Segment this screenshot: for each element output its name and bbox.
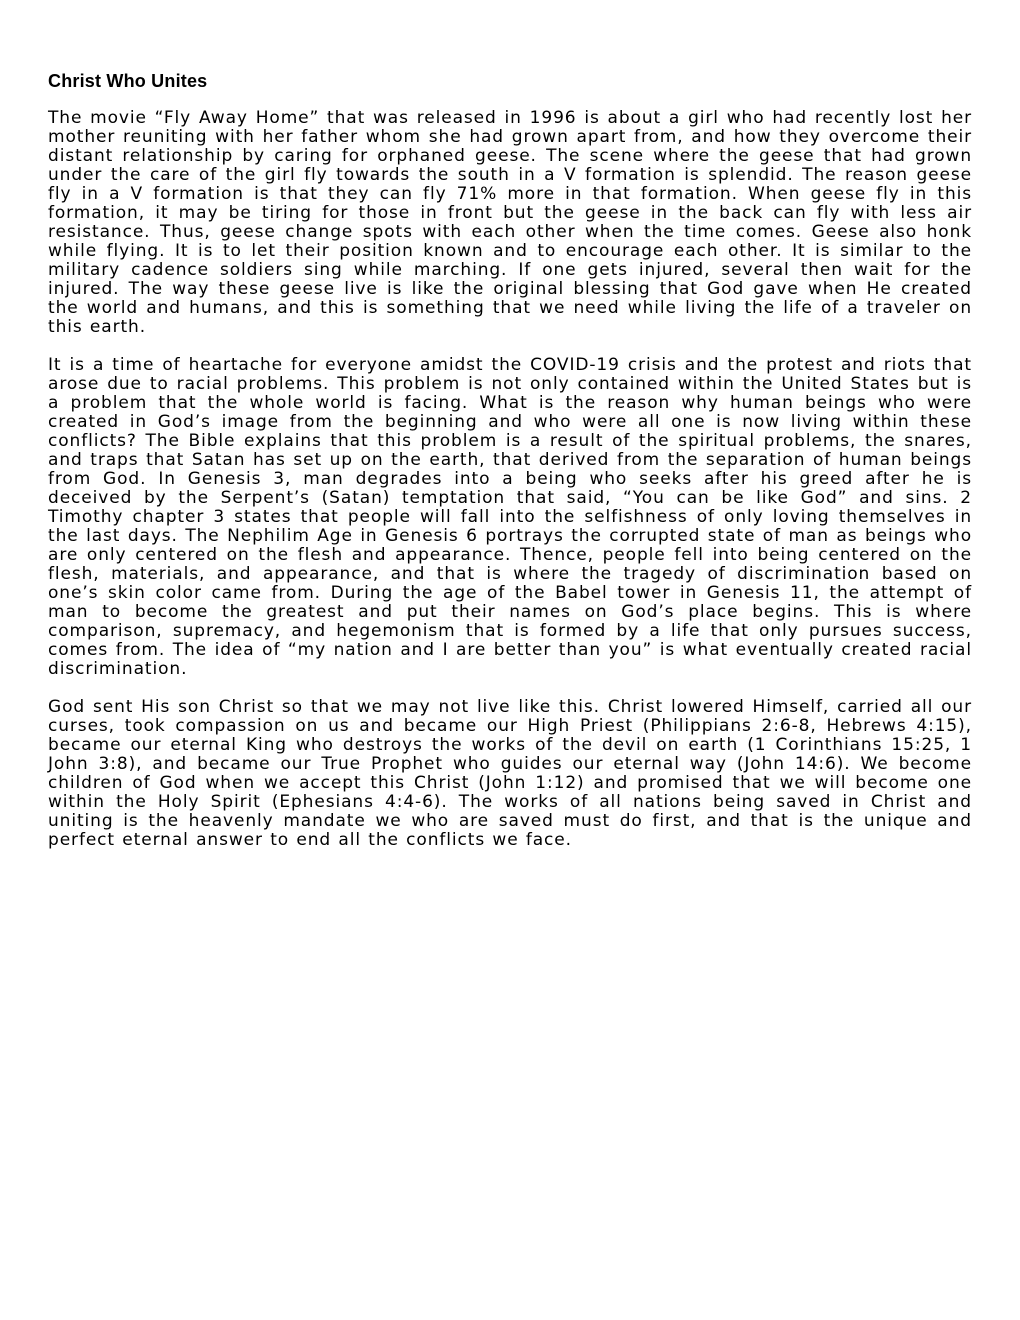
paragraph-racial-conflict: It is a time of heartache for everyone amidst the COVID-19 crisis and the protest and riots that arose due to racial problems. This problem is not only contained within the United States but is a problem that the whole world is facing. What is the reason why human beings who were created in God’s image from the beginning and who were all one is now living within these conflicts? The Bible explains that this problem is a result of the spiritual problems, the snares, and traps that Satan has set up on the earth, that derived from the separation of human beings from God. In Genesis 3, man degrades into a being who seeks after his greed after he is deceived by the Serpent’s (Satan) temptation that said, “You can be like God” and sins. 2 Timothy chapter 3 states that people will fall into the selfishness of only loving themselves in the last days. The Nephilim Age in Genesis 6 portrays the corrupted state of man as beings who are only centered on the flesh and appearance. Thence, people fell into being centered on the flesh, materials, and appearance, and that is where the tragedy of discrimination based on one’s skin color came from. During the age of the Babel tower in Genesis 11, the attempt of man to become the greatest and put their names on God’s place begins. This is where comparison, supremacy, and hegemonism that is formed by a life that only pursues success, comes from. The idea of “my nation and I are better than you” is what eventually created racial discrimination. — [48, 355, 972, 679]
paragraph-christ-unites: God sent His son Christ so that we may not live like this. Christ lowered Himself, carried all our curses, took compassion on us and became our High Priest (Philippians 2:6-8, Hebrews 4:15), became our eternal King who destroys the works of the devil on earth (1 Corinthians 15:25, 1 John 3:8), and became our True Prophet who guides our eternal way (John 14:6). We become children of God when we accept this Christ (John 1:12) and promised that we will become one within the Holy Spirit (Ephesians 4:4-6). The works of all nations being saved in Christ and uniting is the heavenly mandate we who are saved must do first, and that is the unique and perfect eternal answer to end all the conflicts we face. — [48, 697, 972, 850]
document-title: Christ Who Unites — [48, 71, 208, 91]
document-body — [48, 70, 972, 869]
paragraph-geese: The movie “Fly Away Home” that was released in 1996 is about a girl who had recently lost her mother reuniting with her father whom she had grown apart from, and how they overcome their distant relationship by caring for orphaned geese. The scene where the geese that had grown under the care of the girl fly towards the south in a V formation is splendid. The reason geese fly in a V formation is that they can fly 71% more in that formation. When geese fly in this formation, it may be tiring for those in front but the geese in the back can fly with less air resistance. Thus, geese change spots with each other when the time comes. Geese also honk while flying. It is to let their position known and to encourage each other. It is similar to the military cadence soldiers sing while marching. If one gets injured, several then wait for the injured. The way these geese live is like the original blessing that God gave when He created the world and humans, and this is something that we need while living the life of a traveler on this earth. — [48, 108, 972, 337]
